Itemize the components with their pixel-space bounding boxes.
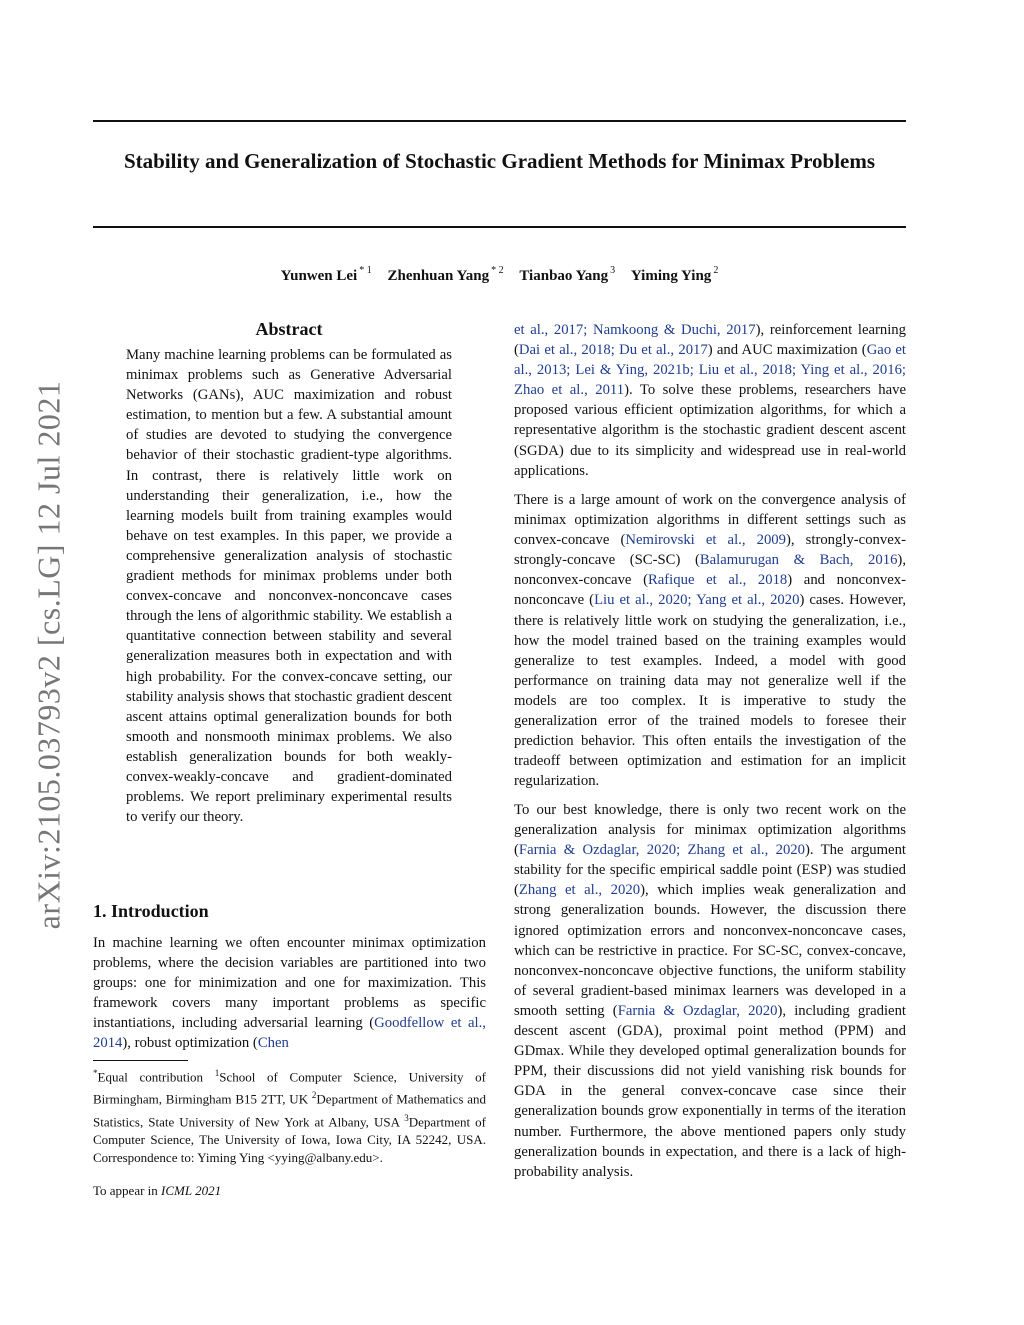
citation-link[interactable]: Farnia & Ozdaglar, 2020; Zhang et al., 2020 (518, 842, 805, 859)
author-name: Yunwen Lei (280, 268, 358, 284)
intro-text: ) cases. However, there is relatively little work on studying the generalization, i.e., how the model trained based on the training examples would generalize to test examples. Indeed, a model with good performance on training data may not generalize well if the models are too complex. It is imperative to study the generalization error of the trained models to foresee their prediction behavior. This often entails the investigation of the tradeoff between optimization and estimation for an implicit regularization. (514, 592, 907, 790)
author-name: Zhenhuan Yang (387, 268, 490, 284)
title-bottom-rule (93, 226, 906, 228)
arxiv-identifier: arXiv:2105.03793v2 [cs.LG] 12 Jul 2021 (30, 380, 67, 930)
citation-link[interactable]: Chen (257, 1035, 289, 1052)
author (519, 265, 616, 284)
author-affiliation-mark: 2 (713, 265, 719, 276)
citation-link[interactable]: Goodfellow et al., 2014 (93, 1015, 486, 1052)
footnote-mark: * (93, 1068, 98, 1078)
author (280, 265, 372, 284)
intro-paragraph (93, 933, 486, 1054)
footnote-text: Department of Mathematics and Statistics, State University of New York at Albany, USA (93, 1091, 486, 1129)
citation-link[interactable]: Liu et al., 2020; Yang et al., 2020 (594, 592, 800, 609)
author-name: Yiming Ying (630, 268, 712, 284)
citation-link[interactable]: Nemirovski et al., 2009 (625, 532, 786, 549)
intro-text: ), including gradient descent ascent (GDA), proximal point method (PPM) and GDmax. While they developed optimal generalization bounds for PPM, their discussions did not yield vanishing risk bounds for GDA in the general convex-concave case since their generalization bounds grow exponentially in terms of the iteration number. Furthermore, the above mentioned papers only study generalization bounds in expectation, and there is a lack of high-probability analysis. (514, 1002, 906, 1180)
author-name: Tianbao Yang (519, 268, 609, 284)
title-top-rule (93, 120, 906, 122)
venue-prefix: To appear in (93, 1183, 162, 1198)
abstract-text: Many machine learning problems can be formulated as minimax problems such as Generative Adversarial Networks (GANs), AUC maximization and robust estimation, to mention but a few. A substantial amount of studies are devoted to studying the convergence behavior of their stochastic gradient-type algorithms. In contrast, there is relatively little work on understanding their generalization, i.e., how the learning models built from training examples would behave on test examples. In this paper, we provide a comprehensive generalization analysis of stochastic gradient methods for minimax problems under both convex-concave and nonconvex-nonconcave cases through the lens of algorithmic stability. We establish a quantitative connection between stability and several generalization measures both in expectation and with high probability. For the convex-concave setting, our stability analysis shows that stochastic gradient descent ascent attains optimal generalization bounds for both smooth and nonsmooth minimax problems. We also establish generalization bounds for both weakly-convex-weakly-concave and gradient-dominated problems. We report preliminary experimental results to verify our theory. (126, 347, 452, 826)
footnote-text: School of Computer Science, University of Birmingham, Birmingham B15 2TT, UK (93, 1069, 486, 1107)
author-list (93, 261, 906, 286)
paper-title: Stability and Generalization of Stochastic Gradient Methods for Minimax Problems (123, 149, 876, 173)
footnote-mark: 2 (311, 1090, 317, 1101)
intro-text: ). The argument stability for the specific empirical saddle point (ESP) was studied ( (514, 842, 906, 899)
intro-text: There is a large amount of work on the convergence analysis of minimax optimization algorithms in different settings such as convex-concave ( (514, 492, 906, 549)
citation-link[interactable]: Dai et al., 2018; Du et al., 2017 (518, 342, 708, 359)
footnote (93, 1064, 486, 1167)
intro-text: ). To solve these problems, researchers have proposed various efficient optimization algorithms, for which a representative algorithm is the stochastic gradient descent ascent (SGDA) due to its simplicity and widespread use in real-world applications. (514, 382, 906, 479)
intro-text: In machine learning we often encounter minimax optimization problems, where the decision variables are partitioned into two groups: one for minimization and one for maximization. This framework covers many important problems as specific instantiations, including adversarial learning ( (93, 935, 486, 1032)
footnote-rule (93, 1060, 188, 1061)
intro-text: ), which implies weak generalization and strong generalization bounds. However, the discussion there ignored optimization errors and nonconvex-nonconcave cases, which can be restrictive in practice. For SC-SC, convex-concave, nonconvex-nonconcave objective functions, the uniform stability of several gradient-based minimax learners was developed in a smooth setting ( (514, 882, 906, 1019)
author-affiliation-mark: * 1 (359, 265, 372, 276)
author (387, 265, 504, 284)
venue-note (93, 1183, 221, 1199)
introduction-heading: 1. Introduction (93, 901, 209, 921)
intro-text: ) and AUC maximization ( (707, 342, 867, 359)
footnote-mark: 3 (404, 1112, 409, 1123)
citation-link[interactable]: Gao et al., 2013; Lei & Ying, 2021b; Liu et al., 2018; Ying et al., 2016; Zhao et al., 2011 (514, 342, 907, 399)
intro-text: ), strongly-convex-strongly-concave (SC-SC) ( (514, 532, 906, 569)
author (630, 265, 719, 284)
citation-link[interactable]: Rafique et al., 2018 (647, 572, 788, 589)
footnote-text: Department of Computer Science, The University of Iowa, Iowa City, IA 52242, USA. Correspondence to: Yiming Ying <yying@albany.edu>. (93, 1113, 486, 1165)
abstract-heading: Abstract (255, 319, 323, 339)
citation-link[interactable]: Zhang et al., 2020 (518, 882, 641, 899)
citation-link[interactable]: Farnia & Ozdaglar, 2020 (617, 1002, 778, 1019)
citation-link[interactable]: Balamurugan & Bach, 2016 (699, 552, 898, 569)
author-affiliation-mark: * 2 (491, 265, 504, 276)
intro-text: ), reinforcement learning ( (514, 322, 906, 359)
intro-text: To our best knowledge, there is only two recent work on the generalization analysis for minimax optimization algorithms ( (514, 802, 906, 859)
intro-paragraph (514, 320, 906, 481)
venue-name: ICML 2021 (161, 1183, 222, 1198)
intro-text: ), nonconvex-concave ( (514, 552, 906, 589)
intro-paragraph (514, 800, 906, 1182)
intro-text: ) and nonconvex-nonconcave ( (514, 572, 906, 609)
footnote-mark: 1 (214, 1068, 220, 1078)
intro-text: ), robust optimization ( (122, 1035, 258, 1052)
author-affiliation-mark: 3 (610, 265, 616, 276)
intro-paragraph (514, 490, 906, 791)
footnote-text: Equal contribution (97, 1069, 215, 1085)
citation-link[interactable]: et al., 2017; Namkoong & Duchi, 2017 (514, 322, 756, 338)
